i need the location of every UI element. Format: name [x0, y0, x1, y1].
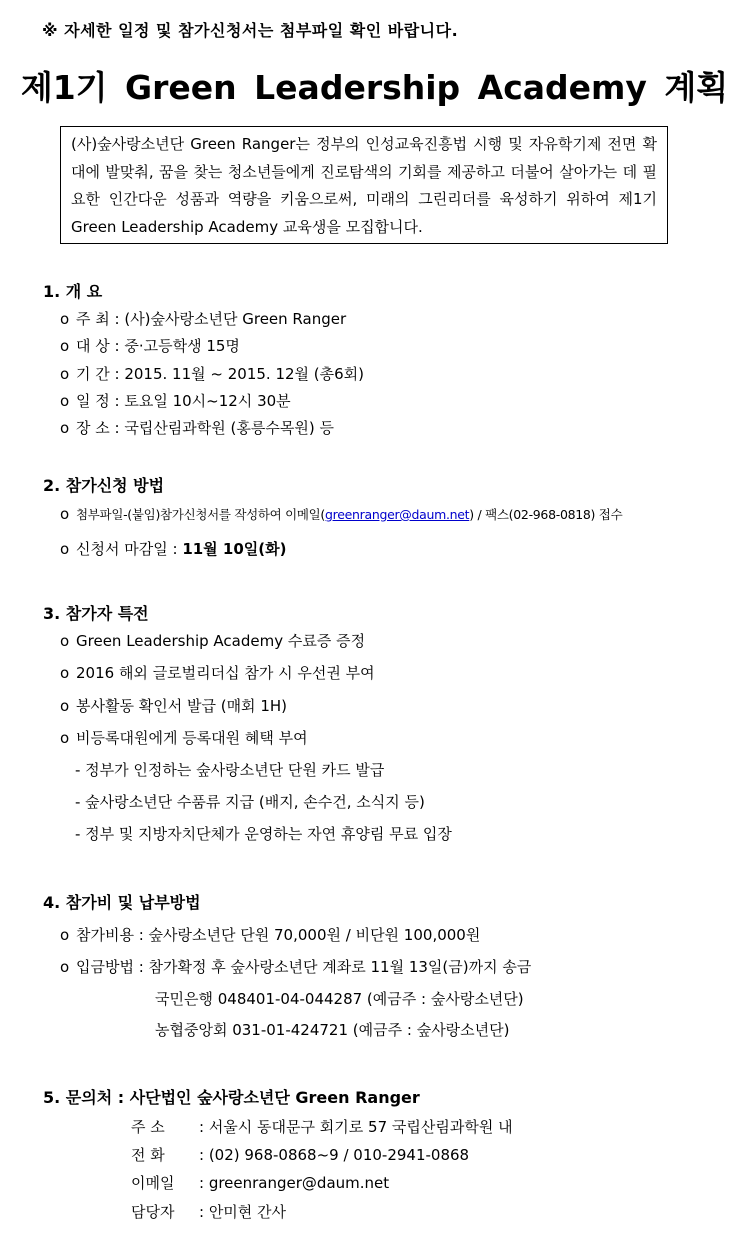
list-item-text: 장 소 : 국립산림과학원 (홍릉수목원) 등: [76, 419, 334, 437]
contact-value: : 서울시 동대문구 회기로 57 국립산림과학원 내: [199, 1118, 513, 1136]
intro-box: (사)숲사랑소년단 Green Ranger는 정부의 인성교육진흥법 시행 및 자유학기제 전면 확대에 발맞춰, 꿈을 찾는 청소년들에게 진로탐색의 기회를 제공하고 더불어 살아가는 데 필요한 인간다운 성품과 역량을 키움으로써, 미래의 그린리더를 육성하기 위하여 제1기 Green Leadership Academy 교육생을 모집합니다.: [60, 126, 668, 244]
sub-item: - 정부가 인정하는 숲사랑소년단 단원 카드 발급: [75, 761, 385, 779]
list-item: [60, 727, 308, 748]
bullet: o: [60, 664, 70, 682]
sub-item: - 숲사랑소년단 수품류 지급 (배지, 손수건, 소식지 등): [75, 793, 425, 811]
list-item-text: 기 간 : 2015. 11월 ~ 2015. 12월 (총6회): [76, 365, 365, 383]
contact-value: : (02) 968-0868~9 / 010-2941-0868: [199, 1146, 470, 1164]
bullet: o: [60, 926, 70, 944]
section-fee-heading: 4. 참가비 및 납부방법: [43, 893, 201, 912]
bullet: o: [60, 540, 70, 558]
deadline-label: 신청서 마감일 :: [76, 540, 183, 558]
contact-row: [131, 1172, 389, 1193]
bullet: o: [60, 697, 70, 715]
list-item: [60, 363, 364, 384]
list-item-text: 일 정 : 토요일 10시~12시 30분: [76, 392, 291, 410]
list-item-text: 2016 해외 글로벌리더십 참가 시 우선권 부여: [76, 664, 375, 682]
bullet: o: [60, 337, 70, 355]
list-item: [60, 308, 346, 329]
list-item-text: 봉사활동 확인서 발급 (매회 1H): [76, 697, 287, 715]
contact-label: 이메일: [131, 1174, 175, 1192]
list-item-text: Green Leadership Academy 수료증 증정: [76, 632, 366, 650]
bullet: o: [60, 310, 70, 328]
list-item-text: 입금방법 : 참가확정 후 숲사랑소년단 계좌로 11월 13일(금)까지 송금: [76, 958, 532, 976]
email-link[interactable]: greenranger@daum.net: [325, 507, 470, 522]
list-item: [60, 956, 531, 977]
bank-account: 국민은행 048401-04-044287 (예금주 : 숲사랑소년단): [155, 990, 524, 1008]
contact-row: [131, 1144, 469, 1165]
bullet: o: [60, 505, 70, 523]
list-item: [60, 630, 365, 651]
contact-row: [131, 1116, 513, 1137]
list-item: [60, 390, 291, 411]
contact-label: 전 화: [131, 1146, 165, 1164]
page-title: 제1기 Green Leadership Academy 계획: [20, 68, 729, 107]
list-item: [60, 538, 286, 559]
contact-label: 주 소: [131, 1118, 165, 1136]
contact-value: : greenranger@daum.net: [199, 1174, 390, 1192]
bank-account: 농협중앙회 031-01-424721 (예금주 : 숲사랑소년단): [155, 1021, 510, 1039]
bullet: o: [60, 632, 70, 650]
list-item-text: 참가비용 : 숲사랑소년단 단원 70,000원 / 비단원 100,000원: [76, 926, 481, 944]
sub-item: - 정부 및 지방자치단체가 운영하는 자연 휴양림 무료 입장: [75, 825, 452, 843]
bullet: o: [60, 365, 70, 383]
contact-label: 담당자: [131, 1203, 175, 1221]
section-apply-heading: 2. 참가신청 방법: [43, 476, 165, 495]
list-item-text: 비등록대원에게 등록대원 혜택 부여: [76, 729, 308, 747]
apply-text-prefix: 첨부파일-(붙임)참가신청서를 작성하여 이메일(: [76, 507, 326, 522]
list-item: [60, 924, 480, 945]
list-item: [60, 695, 287, 716]
apply-text-suffix: ) / 팩스(02-968-0818) 접수: [469, 507, 623, 522]
list-item-text: 대 상 : 중·고등학생 15명: [76, 337, 240, 355]
bullet: o: [60, 419, 70, 437]
section-contact-heading: 5. 문의처 : 사단법인 숲사랑소년단 Green Ranger: [43, 1088, 420, 1107]
contact-row: [131, 1201, 286, 1222]
section-overview-heading: 1. 개 요: [43, 282, 103, 301]
deadline-date: 11월 10일(화): [182, 540, 287, 558]
bullet: o: [60, 729, 70, 747]
bullet: o: [60, 392, 70, 410]
list-item: [60, 662, 375, 683]
contact-value: : 안미현 간사: [199, 1203, 287, 1221]
list-item: [60, 417, 334, 438]
list-item-text: 주 최 : (사)숲사랑소년단 Green Ranger: [76, 310, 347, 328]
list-item: [60, 335, 240, 356]
notice-text: ※ 자세한 일정 및 참가신청서는 첨부파일 확인 바랍니다.: [42, 21, 459, 40]
bullet: o: [60, 958, 70, 976]
list-item: [60, 505, 622, 523]
section-benefits-heading: 3. 참가자 특전: [43, 604, 149, 623]
